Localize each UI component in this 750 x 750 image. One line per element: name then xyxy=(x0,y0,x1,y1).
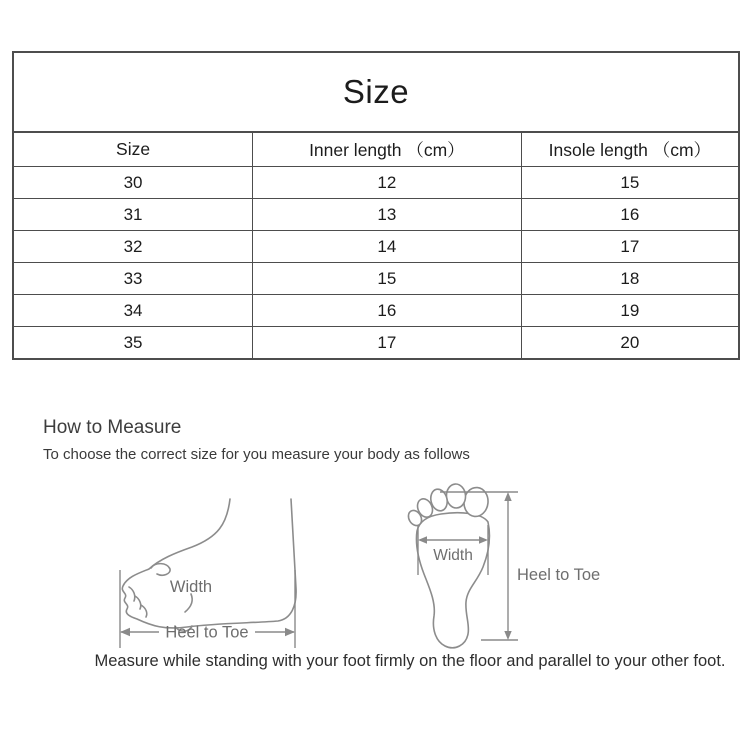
left-arrow-head-icon xyxy=(120,628,130,636)
down-arrow-head-icon xyxy=(504,631,511,640)
table-row xyxy=(13,263,739,295)
table-cell: 31 xyxy=(13,199,253,231)
table-header-row xyxy=(13,132,739,167)
table-title: Size xyxy=(13,52,739,132)
width-label: Width xyxy=(433,547,473,564)
right-arrow-head-icon xyxy=(479,536,488,543)
table-cell: 35 xyxy=(13,327,253,360)
table-title-row xyxy=(13,52,739,132)
table-cell: 16 xyxy=(253,295,522,327)
foot-side-view-diagram xyxy=(95,480,330,655)
footprint-diagram xyxy=(405,475,605,657)
table-cell: 12 xyxy=(253,167,522,199)
table-cell: 30 xyxy=(13,167,253,199)
right-arrow-head-icon xyxy=(285,628,295,636)
measure-instruction-caption: Measure while standing with your foot firmly on the floor and parallel to your other foot. xyxy=(94,652,726,670)
table-cell: 17 xyxy=(253,327,522,360)
size-chart-table xyxy=(12,51,740,360)
heel-to-toe-label: Heel to Toe xyxy=(517,566,601,584)
table-cell: 13 xyxy=(253,199,522,231)
table-cell: 34 xyxy=(13,295,253,327)
table-cell: 33 xyxy=(13,263,253,295)
column-header-inner-length: Inner length （cm） xyxy=(253,132,522,167)
table-row xyxy=(13,199,739,231)
table-cell: 18 xyxy=(521,263,739,295)
foot-side-view-drawing xyxy=(122,499,296,631)
width-label: Width xyxy=(169,578,213,596)
size-chart-title-section xyxy=(13,52,739,167)
table-cell: 17 xyxy=(521,231,739,263)
width-measure xyxy=(418,525,488,575)
table-row xyxy=(13,327,739,360)
table-cell: 20 xyxy=(521,327,739,360)
table-row xyxy=(13,295,739,327)
table-cell: 19 xyxy=(521,295,739,327)
table-row xyxy=(13,231,739,263)
table-cell: 32 xyxy=(13,231,253,263)
size-chart-body xyxy=(13,167,739,360)
how-to-measure-heading: How to Measure xyxy=(43,417,182,438)
heel-to-toe-label: Heel to Toe xyxy=(165,623,249,642)
up-arrow-head-icon xyxy=(504,492,511,501)
how-to-measure-subtitle: To choose the correct size for you measure your body as follows xyxy=(43,446,470,463)
table-cell: 16 xyxy=(521,199,739,231)
table-cell: 15 xyxy=(521,167,739,199)
table-row xyxy=(13,167,739,199)
column-header-size: Size xyxy=(13,132,253,167)
left-arrow-head-icon xyxy=(418,536,427,543)
column-header-insole-length: Insole length （cm） xyxy=(521,132,739,167)
table-cell: 15 xyxy=(253,263,522,295)
table-cell: 14 xyxy=(253,231,522,263)
heel-to-toe-measure xyxy=(440,492,600,640)
